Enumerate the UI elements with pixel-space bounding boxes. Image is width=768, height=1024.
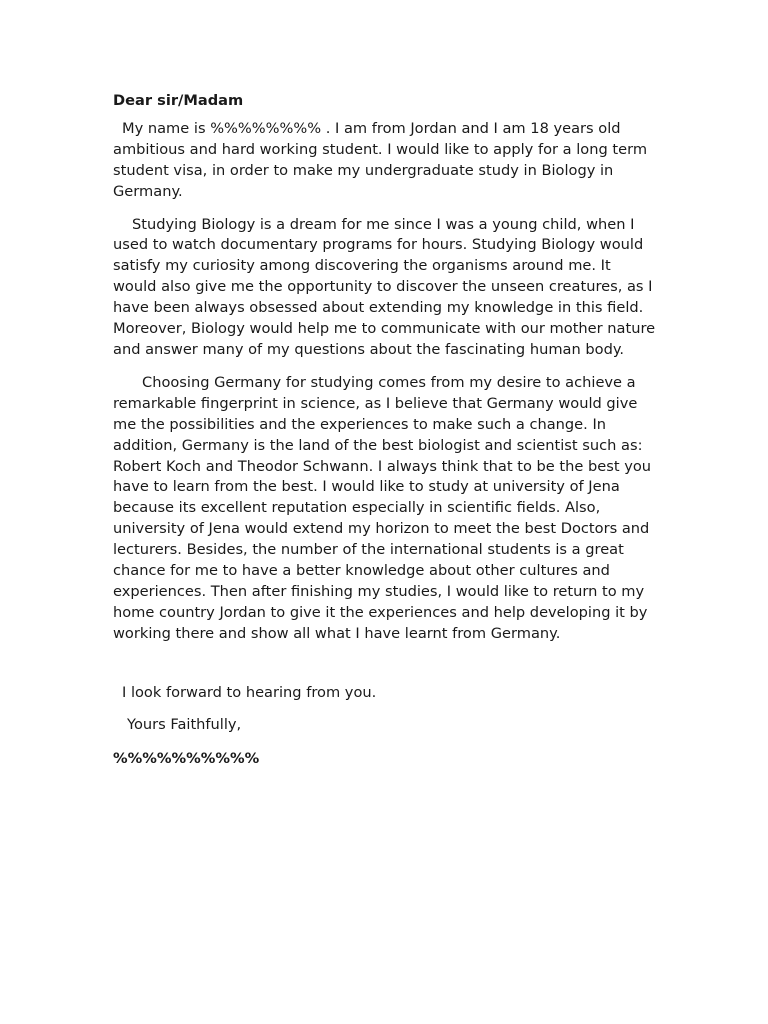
paragraph-introduction: My name is %%%%%%%% . I am from Jordan and I am 18 years old ambitious and hard working student. I would like to apply for a long term student visa, in order to make my undergraduate study in Biology in Germany. (113, 119, 648, 200)
salutation: Dear sir/Madam (113, 92, 244, 109)
signature: %%%%%%%%%% (113, 750, 260, 768)
letter-body (113, 91, 658, 770)
signoff: Yours Faithfully, (127, 715, 242, 733)
paragraph-motivation: Studying Biology is a dream for me since I was a young child, when I used to watch documentary programs for hours. Studying Biology would satisfy my curiosity among discovering the organisms around me. It would also give me the opportunity to discover the unseen creatures, as I have been always obsessed about extending my knowledge in this field. Moreover, Biology would help me to communicate with our mother nature and answer many of my questions about the fascinating human body. (113, 215, 656, 358)
paragraph-why-germany: Choosing Germany for studying comes from my desire to achieve a remarkable fingerprint in science, as I believe that Germany would give me the possibilities and the experiences to make such a change. In addition, Germany is the land of the best biologist and scientist such as: Robert Koch and Theodor Schwann. I always think that to be the best you have to learn from the best. I would like to study at university of Jena because its excellent reputation especially in scientific fields. Also, university of Jena would extend my horizon to meet the best Doctors and lecturers. Besides, the number of the international students is a great chance for me to have a better knowledge about other cultures and experiences. Then after finishing my studies, I would like to return to my home country Jordan to give it the experiences and help developing it by working there and show all what I have learnt from Germany. (113, 373, 652, 642)
closing-line: I look forward to hearing from you. (122, 683, 377, 701)
